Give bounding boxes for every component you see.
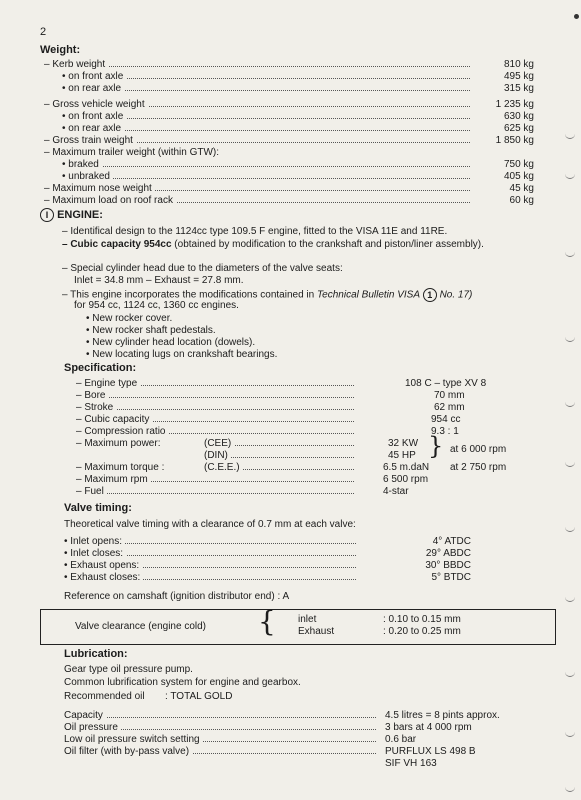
- engine-item: for 954 cc, 1124 cc, 1360 cc engines.: [74, 300, 239, 311]
- lubrication-label: Capacity: [64, 710, 376, 721]
- spec-label: – Cubic capacity: [76, 414, 354, 425]
- spec-value: 62 mm: [434, 402, 465, 413]
- brace: {: [258, 605, 276, 638]
- weight-row-value: 315 kg: [503, 83, 534, 94]
- binder-notch: [565, 595, 575, 602]
- recommended-oil-value: : TOTAL GOLD: [165, 691, 233, 702]
- engine-bullet: • New rocker shaft pedestals.: [86, 325, 216, 336]
- page-number: 2: [40, 26, 47, 38]
- clearance-inlet-label: inlet: [298, 614, 317, 625]
- binder-notch: [565, 525, 575, 532]
- valve-timing-label: • Inlet opens:: [64, 536, 356, 547]
- spec-value: 32 KW: [388, 438, 419, 449]
- clearance-inlet-value: : 0.10 to 0.15 mm: [383, 614, 461, 625]
- spec-label: – Stroke: [76, 402, 354, 413]
- binder-notch: [565, 400, 575, 407]
- engine-bullet: • New rocker cover.: [86, 313, 173, 324]
- lubrication-label: Low oil pressure switch setting: [64, 734, 376, 745]
- valve-timing-value: 29° ABDC: [425, 548, 471, 559]
- clearance-exhaust-label: Exhaust: [298, 626, 335, 637]
- weight-row-value: 1 235 kg: [495, 99, 534, 110]
- lubrication-label: Oil filter (with by-pass valve): [64, 746, 376, 757]
- engine-bullet: • New cylinder head location (dowels).: [86, 337, 256, 348]
- binder-notch: [565, 250, 575, 257]
- valve-timing-value: 30° BBDC: [425, 560, 471, 571]
- weight-row-label: • braked: [62, 159, 470, 170]
- engine-bullet: • New locating lugs on crankshaft bearings.: [86, 349, 278, 360]
- brace: }: [428, 432, 444, 460]
- weight-row-label: • on rear axle: [62, 83, 470, 94]
- spec-value: 6.5 m.daN: [383, 462, 430, 473]
- spec-value: at 2 750 rpm: [450, 462, 507, 473]
- lubrication-value: 3 bars at 4 000 rpm: [385, 722, 472, 733]
- weight-row-label: – Maximum nose weight: [44, 183, 470, 194]
- spec-value: 70 mm: [434, 390, 465, 401]
- valve-timing-heading: Valve timing:: [64, 502, 132, 514]
- engine-item: – Special cylinder head due to the diameters of the valve seats:: [62, 263, 343, 274]
- spec-value: 954 cc: [431, 414, 461, 425]
- weight-row-value: 750 kg: [503, 159, 534, 170]
- weight-row-label: • on rear axle: [62, 123, 470, 134]
- weight-row-label: – Gross vehicle weight: [44, 99, 470, 110]
- engine-title: ENGINE:: [57, 208, 103, 221]
- spec-label: – Maximum rpm: [76, 474, 354, 485]
- weight-row-label: • on front axle: [62, 111, 470, 122]
- binder-notch: [565, 335, 575, 342]
- weight-row-label: – Maximum trailer weight (within GTW):: [44, 147, 220, 158]
- weight-row-value: 60 kg: [509, 195, 534, 206]
- binder-notch: [565, 730, 575, 737]
- lubrication-heading: Lubrication:: [64, 648, 128, 660]
- binder-notch: [565, 132, 575, 139]
- lubrication-value: PURFLUX LS 498 B: [385, 746, 476, 757]
- weight-row-value: 630 kg: [503, 111, 534, 122]
- specification-heading: Specification:: [64, 362, 137, 374]
- clearance-exhaust-value: : 0.20 to 0.25 mm: [383, 626, 461, 637]
- binder-notch: [565, 785, 575, 792]
- spec-value: 4-star: [383, 486, 409, 497]
- valve-timing-label: • Inlet closes:: [64, 548, 356, 559]
- spec-sublabel: (DIN): [204, 450, 354, 461]
- spec-value: 9.3 : 1: [431, 426, 459, 437]
- spec-label: – Engine type: [76, 378, 354, 389]
- weight-row-label: • unbraked: [62, 171, 470, 182]
- spec-value: 108 C – type XV 8: [405, 378, 487, 389]
- weight-row-value: 45 kg: [509, 183, 534, 194]
- spec-label: – Maximum torque :: [76, 462, 165, 473]
- weight-row-label: – Gross train weight: [44, 135, 470, 146]
- lubrication-text: Common lubrification system for engine and gearbox.: [64, 677, 301, 688]
- lubrication-label: Oil pressure: [64, 722, 376, 733]
- spec-label: – Maximum power:: [76, 438, 161, 449]
- spec-label: – Bore: [76, 390, 354, 401]
- bulletin-badge: 1: [423, 288, 437, 302]
- valve-timing-value: 5° BTDC: [431, 572, 471, 583]
- binder-notch: [565, 670, 575, 677]
- weight-row-value: 625 kg: [503, 123, 534, 134]
- spec-label: – Compression ratio: [76, 426, 354, 437]
- camshaft-reference: Reference on camshaft (ignition distributor end) : A: [64, 591, 290, 602]
- weight-row-label: • on front axle: [62, 71, 470, 82]
- valve-timing-label: • Exhaust closes:: [64, 572, 356, 583]
- engine-item: – Cubic capacity 954cc (obtained by modification to the crankshaft and piston/liner assembly).: [62, 239, 484, 250]
- weight-row-value: 1 850 kg: [495, 135, 534, 146]
- spec-value: 45 HP: [388, 450, 416, 461]
- weight-row-label: – Maximum load on roof rack: [44, 195, 470, 206]
- valve-timing-label: • Exhaust opens:: [64, 560, 356, 571]
- weight-row-value: 810 kg: [503, 59, 534, 70]
- spec-sublabel: (CEE): [204, 438, 354, 449]
- lubrication-value: 0.6 bar: [385, 734, 417, 745]
- engine-heading: [40, 208, 103, 222]
- spec-value: 6 500 rpm: [383, 474, 429, 485]
- engine-item: – Identifical design to the 1124cc type 109.5 F engine, fitted to the VISA 11E and 11RE.: [62, 226, 448, 237]
- weight-heading: Weight:: [40, 44, 81, 56]
- engine-item: – This engine incorporates the modifications contained in Technical Bulletin VISA 1 No. 17): [62, 289, 473, 301]
- spec-value: at 6 000 rpm: [450, 444, 507, 455]
- valve-timing-value: 4° ATDC: [432, 536, 471, 547]
- valve-clearance-label: Valve clearance (engine cold): [75, 621, 207, 632]
- valve-timing-intro: Theoretical valve timing with a clearance of 0.7 mm at each valve:: [64, 519, 356, 530]
- spec-sublabel: (C.E.E.): [204, 462, 354, 473]
- weight-row-label: – Kerb weight: [44, 59, 470, 70]
- lubrication-text: Gear type oil pressure pump.: [64, 664, 193, 675]
- engine-badge: I: [40, 208, 54, 222]
- weight-row-value: 405 kg: [503, 171, 534, 182]
- binder-notch: [565, 460, 575, 467]
- engine-item: Inlet = 34.8 mm – Exhaust = 27.8 mm.: [74, 275, 244, 286]
- lubrication-value: SIF VH 163: [385, 758, 437, 769]
- recommended-oil-label: Recommended oil: [64, 691, 145, 702]
- binder-hole: [574, 14, 579, 19]
- binder-notch: [565, 172, 575, 179]
- weight-row-value: 495 kg: [503, 71, 534, 82]
- lubrication-value: 4.5 litres = 8 pints approx.: [385, 710, 500, 721]
- spec-label: – Fuel: [76, 486, 354, 497]
